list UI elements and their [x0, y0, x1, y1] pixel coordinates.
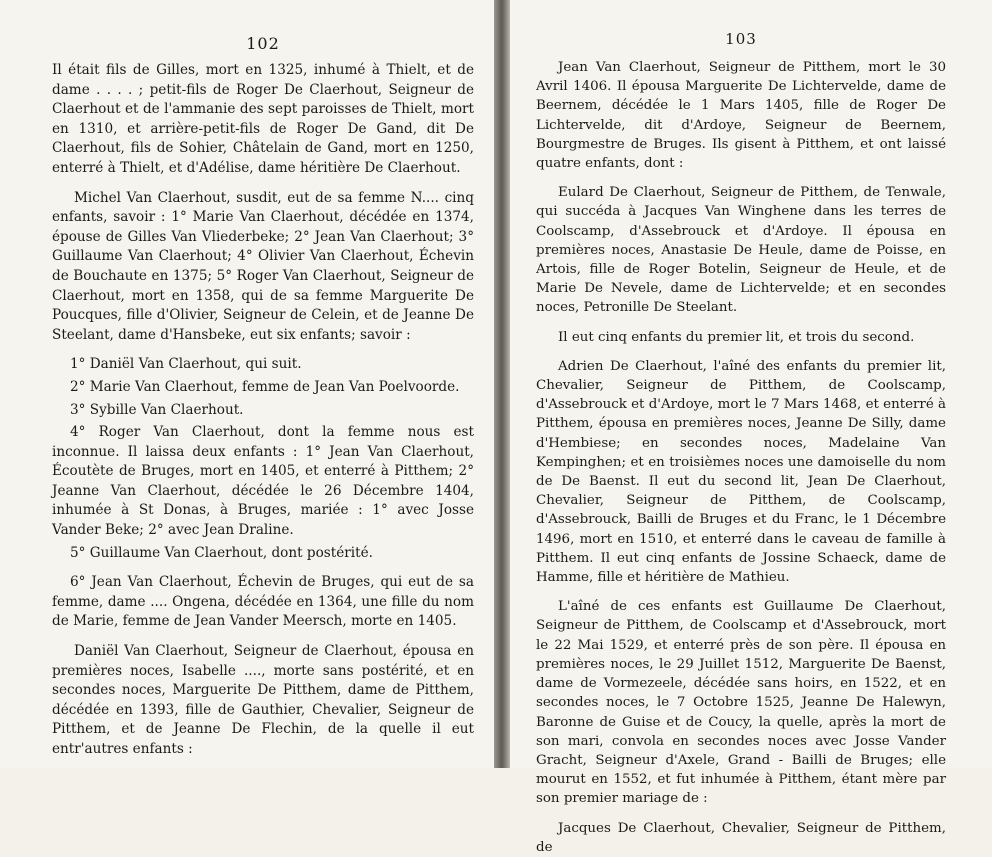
- right-paragraph-2: Eulard De Claerhout, Seigneur de Pitthem, de Tenwale, qui succéda à Jacques Van Winghene dans les terres de Coolscamp, d'Assebrouck et d'Ardoye. Il épousa en premières noces, Anastasie De Heule, dame de Poisse, en Artois, fille de Roger Botelin, Seigneur de Heule, et de Marie De Nevele, dame de Lichtervelde; et en secondes noces, Petronille De Steelant.: [536, 185, 946, 316]
- left-paragraph-2: Michel Van Claerhout, susdit, eut de sa femme N.... cinq enfants, savoir : 1° Marie Van Claerhout, décédée en 1374, épouse de Gilles Van Vliederbeke; 2° Jean Van Claerhout; 3° Guillaume Van Claerhout; 4° Olivier Van Claerhout, Échevin de Bouchaute en 1375; 5° Roger Van Claerhout, Seigneur de Claerhout, mort en 1358, qui de sa femme Marguerite De Poucques, fille d'Olivier, Seigneur de Celein, et de Jeanne De Steelant, dame d'Hansbeke, eut six enfants; savoir :: [52, 189, 474, 343]
- page-number-left: 102: [246, 34, 280, 53]
- left-list-item-6: 6° Jean Van Claerhout, Échevin de Bruges, qui eut de sa femme, dame .... Ongena, décédée en 1364, une fille du nom de Marie, femme de Jean Vander Meersch, morte en 1405.: [52, 574, 474, 630]
- left-list-item-1: 1° Daniël Van Claerhout, qui suit.: [70, 356, 302, 373]
- right-paragraph-5: L'aîné de ces enfants est Guillaume De Claerhout, Seigneur de Pitthem, de Coolscamp et d'Assebrouck, mort le 22 Mai 1529, et enterré près de son père. Il épousa en premières noces, le 29 Juillet 1512, Marguerite De Baenst, dame de Vormezeele, décédée sans hoirs, en 1522, et en secondes noces, le 7 Octobre 1525, Jeanne De Halewyn, Baronne de Guise et de Coucy, la quelle, après la mort de son mari, convola en secondes noces avec Josse Vander Gracht, Seigneur d'Axele, Grand - Bailli de Bruges; elle mourut en 1552, et fut inhumée à Pitthem, étant mère par son premier mariage de :: [536, 599, 946, 807]
- page-number-right: 103: [725, 30, 757, 48]
- left-list-item-2: 2° Marie Van Claerhout, femme de Jean Van Poelvoorde.: [70, 378, 460, 395]
- right-page: [510, 0, 992, 855]
- left-paragraph-1: Il était fils de Gilles, mort en 1325, inhumé à Thielt, et de dame . . . . ; petit-fils de Roger De Claerhout, Seigneur de Claerhout et de l'ammanie des sept paroisses de Thielt, mort en 1310, et arrière-petit-fils de Roger De Gand, dit De Claerhout, fils de Sohier, Châtelain de Gand, mort en 1250, enterré à Thielt, et d'Adélise, dame héritière De Claerhout.: [52, 62, 474, 176]
- left-list-item-5: 5° Guillaume Van Claerhout, dont postérité.: [70, 544, 373, 561]
- right-paragraph-4: Adrien De Claerhout, l'aîné des enfants du premier lit, Chevalier, Seigneur de Pitthem, de Coolscamp, d'Assebrouck et d'Ardoye, mort le 7 Mars 1468, et enterré à Pitthem, épousa en premières noces, Jeanne De Silly, dame d'Hembiese; en secondes noces, Madelaine Van Kempinghen; et en troisièmes noces une damoiselle du nom de De Baenst. Il eut du second lit, Jean De Claerhout, Chevalier, Seigneur de Pitthem, de Coolscamp, d'Assebrouck, Bailli de Bruges et du Franc, le 1 Décembre 1496, mort en 1510, et enterré dans le caveau de famille à Pitthem. Il eut cinq enfants de Jossine Schaeck, dame de Hamme, fille et héritière de Mathieu.: [536, 358, 946, 586]
- right-paragraph-6: Jacques De Claerhout, Chevalier, Seigneur de Pitthem, de: [536, 820, 946, 855]
- left-list-item-3: 3° Sybille Van Claerhout.: [70, 401, 244, 418]
- left-list-item-4: 4° Roger Van Claerhout, dont la femme nous est inconnue. Il laissa deux enfants : 1° Jean Van Claerhout, Écoutète de Bruges, mort en 1405, et enterré à Pitthem; 2° Jeanne Van Claerhout, décédée le 26 Décembre 1404, inhumée à St Donas, à Bruges, mariée : 1° avec Josse Vander Beke; 2° avec Jean Draline.: [52, 424, 474, 539]
- left-paragraph-3: Daniël Van Claerhout, Seigneur de Claerhout, épousa en premières noces, Isabelle ...., morte sans postérité, et en secondes noces, Marguerite De Pitthem, dame de Pitthem, décédée en 1393, fille de Gauthier, Chevalier, Seigneur de Pitthem, et de Jeanne De Flechin, de la quelle il eut entr'autres enfants :: [52, 643, 474, 757]
- right-paragraph-1: Jean Van Claerhout, Seigneur de Pitthem, mort le 30 Avril 1406. Il épousa Marguerite De Lichtervelde, dame de Beernem, décédée le 1 Mars 1405, fille de Roger De Lichtervelde, dit d'Ardoye, Seigneur de Beernem, Bourgmestre de Bruges. Ils gisent à Pitthem, et ont laissé quatre enfants, dont :: [536, 60, 946, 172]
- right-paragraph-3: Il eut cinq enfants du premier lit, et trois du second.: [558, 329, 915, 345]
- book-gutter: [494, 0, 510, 768]
- left-page: [0, 0, 494, 768]
